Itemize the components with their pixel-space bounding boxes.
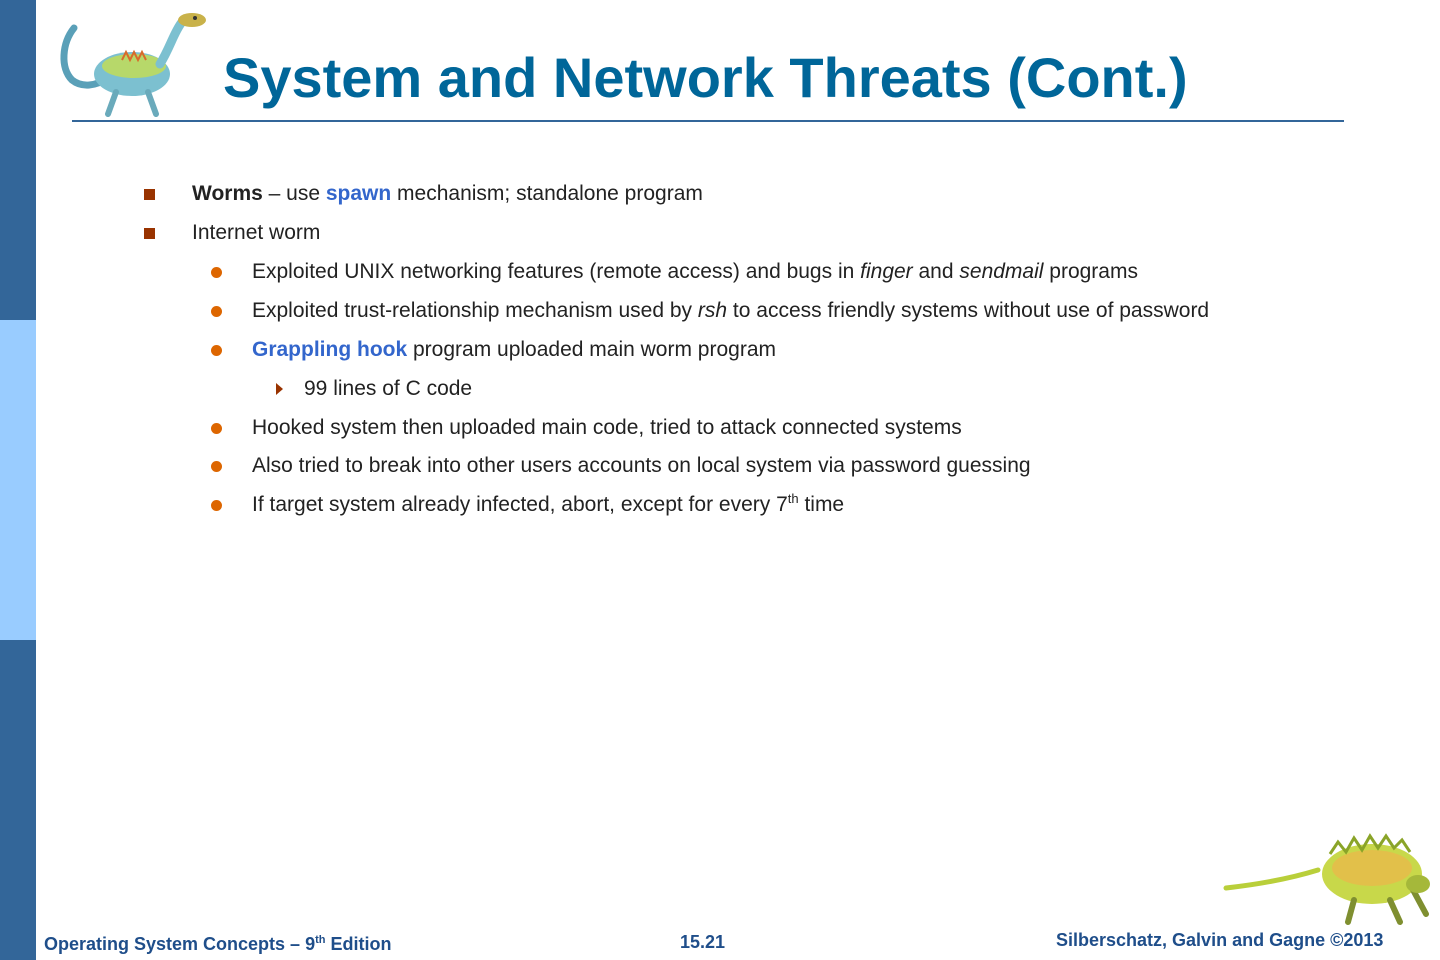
- page-number: 15.21: [680, 932, 726, 952]
- footer-copyright: Silberschatz, Galvin and Gagne ©2013: [1056, 930, 1384, 950]
- text: Hooked system then uploaded main code, tried to attack connected systems: [252, 416, 962, 439]
- superscript: th: [315, 934, 326, 946]
- slide-title: System and Network Threats (Cont.): [223, 46, 1188, 109]
- bullet-worms: [192, 176, 703, 212]
- bullet-exploited-unix: [252, 254, 1138, 290]
- text: Exploited trust-relationship mechanism used by: [252, 299, 698, 322]
- square-bullet-icon: [144, 228, 155, 239]
- sidebar-stripe-top: [0, 0, 36, 320]
- round-bullet-icon: [211, 306, 222, 317]
- square-bullet-icon: [144, 189, 155, 200]
- text: Internet worm: [192, 221, 321, 244]
- text: 99 lines of C code: [304, 377, 473, 400]
- title-divider: [72, 120, 1344, 122]
- text: to access friendly systems without use of password: [727, 299, 1210, 322]
- dinosaur-logo-top: [52, 8, 222, 120]
- term-finger: finger: [860, 260, 913, 283]
- sidebar-stripe-middle: [0, 320, 36, 640]
- footer-book-title: [44, 934, 391, 955]
- text: Also tried to break into other users accounts on local system via password guessing: [252, 454, 1031, 477]
- bullet-internet-worm: [192, 215, 320, 251]
- text: time: [798, 493, 845, 516]
- bullet-exploited-trust: [252, 293, 1209, 329]
- bullet-also-tried: [252, 448, 1031, 484]
- text: If target system already infected, abort, except for every 7: [252, 493, 788, 516]
- bullet-grappling-hook: [252, 332, 776, 368]
- round-bullet-icon: [211, 500, 222, 511]
- round-bullet-icon: [211, 267, 222, 278]
- text: mechanism; standalone program: [391, 182, 703, 205]
- text: Operating System Concepts – 9: [44, 934, 316, 954]
- round-bullet-icon: [211, 423, 222, 434]
- round-bullet-icon: [211, 345, 222, 356]
- term-spawn: spawn: [325, 182, 392, 205]
- bullet-hooked-system: [252, 410, 962, 446]
- text: program uploaded main worm program: [407, 338, 777, 361]
- superscript: th: [787, 491, 799, 506]
- bullet-lines-of-code: [304, 371, 472, 407]
- sidebar-stripe-bottom: [0, 640, 36, 960]
- text: Edition: [325, 934, 392, 954]
- text: – use: [262, 182, 326, 205]
- term-rsh: rsh: [697, 299, 728, 322]
- bullet-target-system: [252, 487, 844, 523]
- term-sendmail: sendmail: [959, 260, 1044, 283]
- text: Exploited UNIX networking features (remote access) and bugs in: [252, 260, 861, 283]
- text: and: [912, 260, 960, 283]
- triangle-bullet-icon: [276, 383, 283, 395]
- term-grappling-hook: Grappling hook: [252, 338, 408, 361]
- term-worms: Worms: [192, 182, 263, 205]
- dinosaur-logo-bottom: [1222, 818, 1434, 930]
- text: programs: [1043, 260, 1138, 283]
- round-bullet-icon: [211, 461, 222, 472]
